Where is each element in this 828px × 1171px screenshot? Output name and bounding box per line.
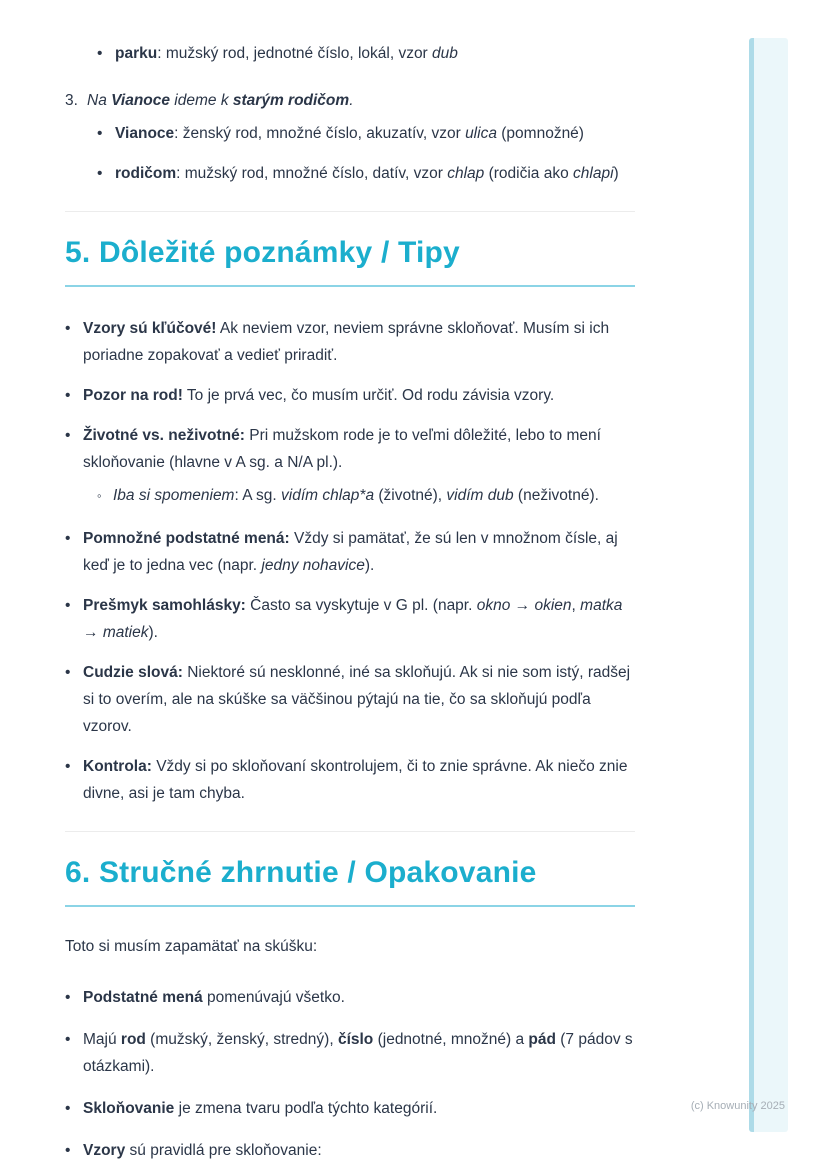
list-item-runs: Životné vs. neživotné: Pri mužskom rode je to veľmi dôležité, lebo to mení skloňovanie (hlavne v A sg. a N/A pl.). [83, 427, 601, 471]
list-item-text: Kontrola: Vždy si po skloňovaní skontrolujem, či to znie správne. Ak niečo znie divne, asi je tam chyba. [83, 758, 628, 802]
list-item-text: Pomnožné podstatné mená: Vždy si pamätať, že sú len v množnom čísle, aj keď je to jedna vec (napr. jedny nohavice). [83, 530, 618, 574]
list-item [65, 753, 635, 807]
bullet-icon: • [65, 1100, 71, 1117]
list-item-text: Prešmyk samohlásky: Často sa vyskytuje v G pl. (napr. okno → okien, matka → matiek). [83, 597, 623, 641]
nested-item-text: Iba si spomeniem: A sg. vidím chlap*a (životné), vidím dub (neživotné). [113, 487, 599, 504]
list-item [65, 315, 635, 369]
section-5-title: 5. Dôležité poznámky / Tipy [65, 234, 635, 287]
ordered-item-text: Na Vianoce ideme k starým rodičom. [87, 92, 354, 109]
bullet-icon: • [65, 387, 71, 404]
list-item-text: Vianoce: ženský rod, množné číslo, akuzatív, vzor ulica (pomnožné) [115, 125, 584, 142]
bullet-icon: • [65, 664, 71, 681]
ordered-item-3 [65, 87, 635, 114]
list-item-text: parku: mužský rod, jednotné číslo, lokál, vzor dub [115, 45, 458, 62]
list-item-text: Skloňovanie je zmena tvaru podľa týchto kategórií. [83, 1100, 438, 1117]
bullet-icon: • [65, 989, 71, 1006]
watermark: (c) Knowunity 2025 [690, 1100, 785, 1112]
list-item-text: Majú rod (mužský, ženský, stredný), číslo (jednotné, množné) a pád (7 pádov s otázkami). [83, 1031, 633, 1075]
list-item-text [83, 422, 635, 509]
bullet-icon: • [97, 45, 103, 62]
list-item [65, 592, 635, 646]
ordered-item-number: 3. [65, 92, 78, 109]
bullet-icon: • [97, 125, 103, 142]
list-item [65, 382, 635, 409]
bullet-icon: • [65, 758, 71, 775]
document-content [65, 0, 635, 1164]
section-6-title: 6. Stručné zhrnutie / Opakovanie [65, 854, 635, 907]
list-item [97, 160, 635, 187]
circle-bullet-icon: ◦ [97, 488, 102, 503]
bullet-icon: • [65, 1031, 71, 1048]
list-item [65, 984, 635, 1011]
bullet-icon: • [65, 320, 71, 337]
list-item-text: Pozor na rod! To je prvá vec, čo musím určiť. Od rodu závisia vzory. [83, 387, 555, 404]
list-item [65, 1026, 635, 1080]
example-sublist-2 [97, 40, 635, 67]
list-item [65, 1137, 635, 1164]
section-divider [65, 211, 635, 212]
bullet-icon: • [65, 530, 71, 547]
list-item-text: Cudzie slová: Niektoré sú nesklonné, iné sa skloňujú. Ak si nie som istý, radšej si to overím, ale na skúške sa väčšinou pýtajú na tie, čo sa skloňujú podľa vzorov. [83, 664, 631, 735]
list-item-text: Podstatné mená pomenúvajú všetko. [83, 989, 345, 1006]
list-item [97, 40, 635, 67]
list-item [65, 1095, 635, 1122]
list-item-text: Vzory sú kľúčové! Ak neviem vzor, neviem správne skloňovať. Musím si ich poriadne zopakovať a vedieť priradiť. [83, 320, 610, 364]
list-item-text: rodičom: mužský rod, množné číslo, datív, vzor chlap (rodičia ako chlapi) [115, 165, 619, 182]
example-sublist-3 [97, 120, 635, 187]
section-5-list [65, 315, 635, 807]
scrollbar-strip[interactable] [749, 38, 788, 1132]
list-item [65, 422, 635, 509]
bullet-icon: • [97, 165, 103, 182]
bullet-icon: • [65, 427, 71, 444]
list-item [65, 659, 635, 740]
list-item [97, 120, 635, 147]
nested-list [97, 482, 635, 509]
bullet-icon: • [65, 1142, 71, 1159]
section-6-list [65, 984, 635, 1164]
list-item [65, 525, 635, 579]
section-divider [65, 831, 635, 832]
bullet-icon: • [65, 597, 71, 614]
nested-list-item [97, 482, 635, 509]
list-item-text: Vzory sú pravidlá pre skloňovanie: [83, 1142, 322, 1159]
section-6-intro: Toto si musím zapamätať na skúšku: [65, 938, 318, 955]
